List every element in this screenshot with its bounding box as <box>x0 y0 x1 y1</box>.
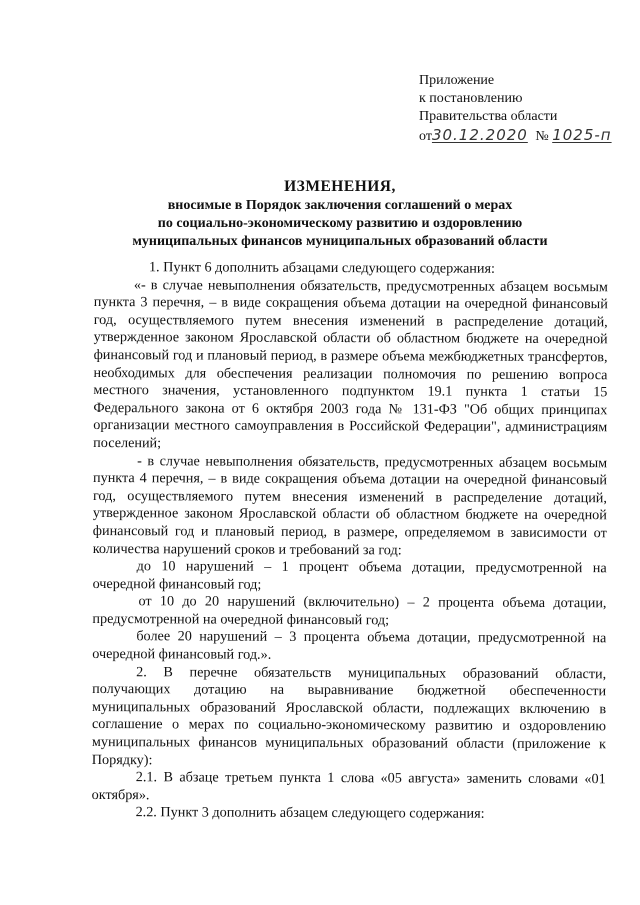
appendix-header <box>419 72 619 146</box>
number-sign: № <box>535 129 549 144</box>
appendix-line: к постановлению <box>419 91 523 106</box>
paragraph: - в случае невыполнения обязательств, предусмотренных абзацем восьмым пункта 4 перечня, – в виде сокращения объема дотации на очередной финансовый год, осуществляемого путем внесения изменений в распределение дотаций, утвержденное законом Ярославской области об областном бюджете на очередной финансовый год и плановый период, в размере, определяемом в зависимости от количества нарушений сроков и требований за год: <box>92 452 608 558</box>
document-body <box>92 259 608 824</box>
appendix-line: Приложение <box>419 73 495 88</box>
paragraph: 1. Пункт 6 дополнить абзацами следующего содержания: <box>148 259 495 277</box>
title-subline: по социально-экономическому развитию и оздоровлению <box>157 216 523 231</box>
paragraph: 2.1. В абзаце третьем пункта 1 слова «05 августа» заменить словами «01 октября». <box>91 769 606 804</box>
paragraph: 2. В перечне обязательств муниципальных образований области, получающих дотацию на выравнивание бюджетной обеспеченности муниципальных образований Ярославской области, подлежащих включению в соглашение о мерах по социально-экономическому развитию и оздоровлению муниципальных финансов муниципальных образований области (приложение к Порядку): <box>91 663 607 768</box>
paragraph: 2.2. Пункт 3 дополнить абзацем следующего содержания: <box>135 804 485 823</box>
handwritten-number: 1025-п <box>552 126 612 144</box>
appendix-date-number <box>419 126 619 146</box>
title-subline: муниципальных финансов муниципальных образований области <box>132 234 548 249</box>
paragraph: до 10 нарушений – 1 процент объема дотации, предусмотренной на очередной финансовый год; <box>92 558 607 593</box>
title-heading: ИЗМЕНЕНИЯ, <box>284 178 396 195</box>
paragraph: от 10 до 20 нарушений (включительно) – 2 процента объема дотации, предусмотренной на очередной финансовый год; <box>92 593 607 629</box>
appendix-line: Правительства области <box>419 109 558 124</box>
handwritten-date: 30.12.2020 <box>431 126 528 144</box>
paragraph: «- в случае невыполнения обязательств, предусмотренных абзацем восьмым пункта 3 перечня, – в виде сокращения объема дотации на очередной финансовый год, осуществляемого путем внесения изменений в распределение дотаций, утвержденное законом Ярославской области об областном бюджете на очередной финансовый год и плановый период, в размере объема межбюджетных трансфертов, необходимых для обеспечения реализации полномочия по решению вопроса местного значения, установленного подпунктом 19.1 пункта 1 статьи 15 Федерального закона от 6 октября 2003 года № 131-ФЗ "Об общих принципах организации местного самоуправления в Российской Федерации", администрациям поселений; <box>93 276 608 452</box>
date-prefix: от <box>419 129 432 144</box>
paragraph: более 20 нарушений – 3 процента объема дотации, предусмотренной на очередной финансовый год.». <box>92 628 607 663</box>
document-title <box>98 176 582 251</box>
title-subline: вносимые в Порядок заключения соглашений о мерах <box>167 198 513 213</box>
